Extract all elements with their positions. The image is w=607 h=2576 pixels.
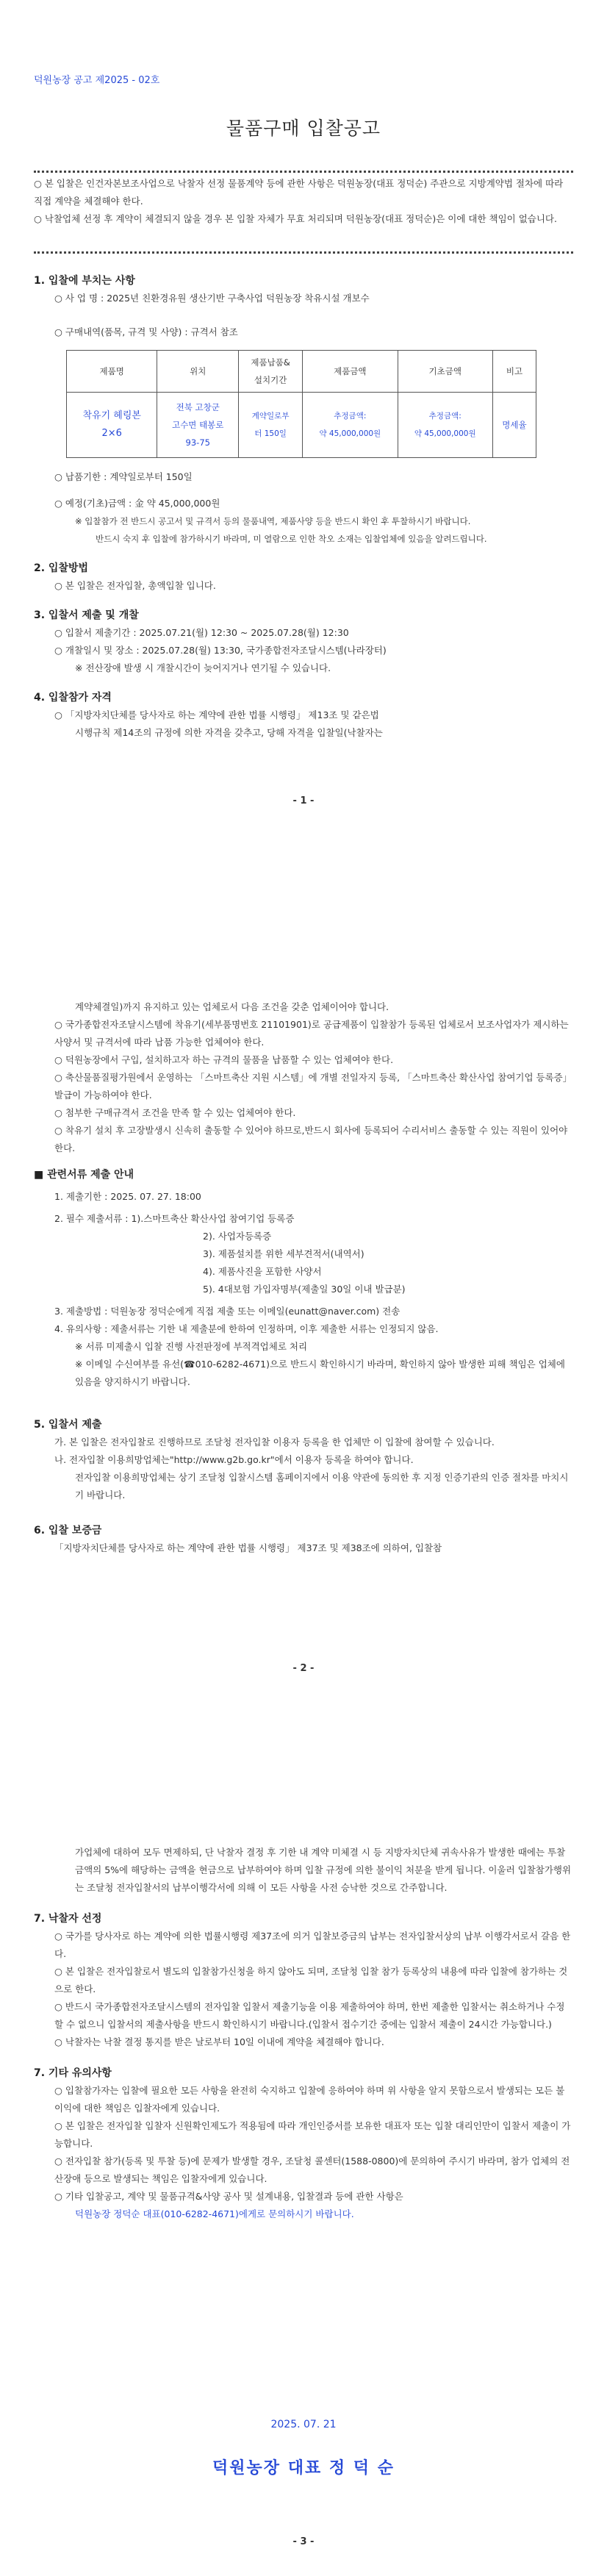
docs-heading: ■ 관련서류 제출 안내 <box>34 1169 134 1181</box>
list-item: ○ 착유기 설치 후 고장발생시 신속히 출동할 수 있어야 하므로,반드시 회사에 등록되어 수리서비스 출동할 수 있는 직원이 있어야 한다. <box>54 1125 568 1153</box>
notice-date: 2025. 07. 21 <box>270 2419 337 2430</box>
table-cell: 명세율 <box>492 393 536 458</box>
list-item: ○ 기타 입찰공고, 계약 및 물품규격&사양 공사 및 설계내용, 입찰결과 등에 관한 사항은 <box>54 2191 403 2202</box>
contact-line: 덕원농장 정덕순 대표(010-6282-4671)에게로 문의하시기 바랍니다. <box>75 2208 354 2219</box>
delivery-deadline: ○ 납품기한 : 계약일로부터 150일 <box>54 471 193 482</box>
note: 반드시 숙지 후 입찰에 참가하시기 바라며, 미 열람으로 인한 착오 소재는 입찰업체에 있음을 알려드립니다. <box>96 534 487 544</box>
section-heading: 7. 기타 유의사항 <box>34 2067 112 2079</box>
section-heading: 7. 낙찰자 선정 <box>34 1913 102 1925</box>
page-3 <box>0 1720 607 2576</box>
list-item: ○ 첨부한 구매규격서 조건을 만족 할 수 있는 업체여야 한다. <box>54 1107 296 1118</box>
page-number: - 3 - <box>292 2536 315 2547</box>
submit-period: ○ 입찰서 제출기간 : 2025.07.21(월) 12:30 ~ 2025.07.28(월) 12:30 <box>54 627 349 638</box>
doc-item: 4. 유의사항 : 제출서류는 기한 내 제출분에 한하여 인정하며, 이후 제출한 서류는 인정되지 않음. <box>54 1323 439 1334</box>
note: ※ 이메일 수신여부를 유선(☎010-6282-4671)으로 반드시 확인하시기 바라며, 확인하지 않아 발생한 피해 책임은 업체에 있음을 양지하시기 바랍니다. <box>75 1359 565 1387</box>
page-2-body <box>34 882 573 1557</box>
bid-submit-a: 가. 본 입찰은 전자입찰로 진행하므로 조달청 전자입찰 이용자 등록을 한 업체만 이 입찰에 참여할 수 있습니다. <box>54 1437 495 1448</box>
table-header-row <box>67 351 536 393</box>
page-1 <box>0 0 607 860</box>
list-item: ○ 전자입찰 참가(등록 및 투찰 등)에 문제가 발생할 경우, 조달청 콜센터(1588-0800)에 문의하여 주시기 바라며, 참가 업체의 전산장애 등으로 발생되는 책임은 입찰자에게 있습니다. <box>54 2155 570 2184</box>
section-heading: 4. 입찰참가 자격 <box>34 692 112 704</box>
table-cell: 추정금액: 약 45,000,000원 <box>398 393 492 458</box>
list-item: ○ 축산물품질평가원에서 운영하는 「스마트축산 지원 시스템」에 개별 전일자지 등록, 「스마트축산 확산사업 참여기업 등록증」 발급이 가능하여야 한다. <box>54 1072 572 1101</box>
intro-block <box>34 175 573 228</box>
table-cell: 추정금액: 약 45,000,000원 <box>303 393 398 458</box>
list-item: ○ 입찰참가자는 입찰에 필요한 모든 사항을 완전히 숙지하고 입찰에 응하여야 하며 위 사항을 알지 못함으로서 발생되는 모든 불이익에 대한 책임은 입찰자에게 있습니다. <box>54 2085 565 2114</box>
table-cell: 전북 고창군 고수면 태봉로 93-75 <box>157 393 239 458</box>
section-heading: 1. 입찰에 부치는 사항 <box>34 275 135 287</box>
list-item: ○ 본 입찰은 전자입찰 입찰자 신원확인제도가 적용됨에 따라 개인인증서를 보유한 대표자 또는 입찰 대리인만이 입찰서 제출이 가능합니다. <box>54 2120 571 2149</box>
divider <box>34 251 573 254</box>
table-header: 제품납품& 설치기간 <box>239 351 303 393</box>
table-header: 제품금액 <box>303 351 398 393</box>
bid-submit-c: 전자입찰 이용희망업체는 상기 조달청 입찰시스템 홈페이지에서 이용 약관에 동의한 후 지정 인증기관의 인증 절차를 마치시기 바랍니다. <box>75 1472 569 1500</box>
estimated-amount: ○ 예정(기초)금액 : 金 약 45,000,000원 <box>54 498 220 509</box>
section-heading: 5. 입찰서 제출 <box>34 1419 102 1431</box>
doc-item: 1. 제출기한 : 2025. 07. 27. 18:00 <box>54 1191 201 1202</box>
list-item: ○ 본 입찰은 전자입찰로서 별도의 입찰참가신청을 하지 않아도 되며, 조달청 입찰 참가 등록상의 내용에 따라 입찰에 참가하는 것으로 한다. <box>54 1966 568 1994</box>
table-header: 기초금액 <box>398 351 492 393</box>
note: ※ 입찰참가 전 반드시 공고서 및 규격서 등의 물품내역, 제품사양 등을 반드시 확인 후 투찰하시기 바랍니다. <box>75 516 471 526</box>
list-item: ○ 국가를 당사자로 하는 계약에 의한 법률시행령 제37조에 의거 입찰보증금의 납부는 전자입찰서상의 납부 이행각서로서 갈음 한다. <box>54 1931 571 1959</box>
qualification-line: ○ 「지방자치단체를 당사자로 하는 계약에 관한 법률 시행령」 제13조 및 같은법 <box>54 709 379 720</box>
section-heading: 6. 입찰 보증금 <box>34 1525 102 1536</box>
note: ※ 서류 미제출시 입찰 진행 사전판정에 부적격업체로 처리 <box>75 1341 308 1352</box>
page-number: - 2 - <box>292 1663 315 1674</box>
doc-item: 2). 사업자등록증 <box>203 1231 272 1242</box>
doc-item: 2. 필수 제출서류 : 1).스마트축산 확산사업 참여기업 등록증 <box>54 1213 295 1224</box>
list-item: ○ 낙찰자는 낙찰 결정 통지를 받은 날로부터 10일 이내에 계약을 체결해야 합니다. <box>54 2036 384 2047</box>
doc-item: 3. 제출방법 : 덕원농장 정덕순에게 직접 제출 또는 이메일(eunatt@naver.com) 전송 <box>54 1306 401 1317</box>
page-title: 물품구매 입찰공고 <box>226 118 381 139</box>
page-2 <box>0 860 607 1720</box>
spec-table <box>66 350 536 458</box>
note: ※ 전산장애 발생 시 개찰시간이 늦어지거나 연기될 수 있습니다. <box>75 662 331 673</box>
section-heading: 2. 입찰방법 <box>34 562 89 574</box>
intro-line-2: ○ 낙찰업체 선정 후 계약이 체결되지 않을 경우 본 입찰 자체가 무효 처리되며 덕원농장(대표 정덕순)은 이에 대한 책임이 없습니다. <box>34 213 557 224</box>
continued-text: 가업체에 대하여 모두 면제하되, 단 낙찰자 결정 후 기한 내 계약 미체결 시 등 지방자치단체 귀속사유가 발생한 때에는 투찰금액의 5%에 해당하는 금액을 현금으로 납부하여야 하며 입찰 규정에 의한 불이익 처분을 받게 됩니다. 이울러 입찰참가행위는 조달청 전자입찰서의 납부이행각서에 의해 이 모든 사항을 사전 승낙한 것으로 간주합니다. <box>75 1847 572 1893</box>
doc-item: 4). 제품사진을 포함한 사양서 <box>203 1266 322 1277</box>
section-heading: 3. 입찰서 제출 및 개찰 <box>34 609 139 621</box>
table-header: 위치 <box>157 351 239 393</box>
table-header: 비고 <box>492 351 536 393</box>
representative-signature: 덕원농장 대표 정 덕 순 <box>212 2459 395 2477</box>
divider <box>34 171 573 173</box>
list-item: ○ 덕원농장에서 구입, 설치하고자 하는 규격의 물품을 납품할 수 있는 업체여야 한다. <box>54 1054 394 1065</box>
list-item: ○ 반드시 국가종합전자조달시스템의 전자입찰 입찰서 제출기능을 이용 제출하여야 하며, 한번 제출한 입찰서는 취소하거나 수정할 수 없으니 입찰서의 제출사항을 반드시 확인하시기 바랍니다.(입찰서 접수기간 중에는 입찰서 제출이 24시간 가능합니다.) <box>54 2001 565 2030</box>
section-1 <box>34 272 573 742</box>
deposit-line: 「지방자치단체를 당사자로 하는 계약에 관한 법률 시행령」 제37조 및 제38조에 의하여, 입찰참 <box>54 1542 442 1553</box>
table-row <box>67 393 536 458</box>
page-number: - 1 - <box>292 795 315 806</box>
spec-ref: ○ 구매내역(품목, 규격 및 사양) : 규격서 참조 <box>54 326 238 337</box>
doc-number: 덕원농장 공고 제2025 - 02호 <box>34 75 160 86</box>
doc-item: 5). 4대보험 가입자명부(제출일 30일 이내 발급분) <box>203 1284 406 1295</box>
qualification-line: 시행규칙 제14조의 규정에 의한 자격을 갖추고, 당해 자격을 입찰일(낙찰자는 <box>75 727 383 738</box>
continued-text: 계약체결일)까지 유지하고 있는 업체로서 다음 조건을 갖춘 업체이어야 합니다. <box>75 1001 389 1012</box>
page-3-body <box>34 1720 573 2223</box>
bid-method: ○ 본 입찰은 전자입찰, 총액입찰 입니다. <box>54 580 216 591</box>
table-cell: 계약일로부 터 150일 <box>239 393 303 458</box>
opening-info: ○ 개찰일시 및 장소 : 2025.07.28(월) 13:30, 국가종합전자조달시스템(나라장터) <box>54 645 387 656</box>
bid-submit-b: 나. 전자입찰 이용희망업체는"http://www.g2b.go.kr"에서 이용자 등록을 하여야 합니다. <box>54 1454 414 1465</box>
table-cell: 착유기 헤링본 2×6 <box>67 393 157 458</box>
intro-line-1: ○ 본 입찰은 인건자본보조사업으로 낙찰자 선정 물품계약 등에 관한 사항은 덕원농장(대표 정덕순) 주관으로 지방계약법 절차에 따라 직접 계약을 체결해야 한다. <box>34 178 564 207</box>
table-header: 제품명 <box>67 351 157 393</box>
item-name: ○ 사 업 명 : 2025년 친환경유원 생산기반 구축사업 덕원농장 착유시설 개보수 <box>54 293 370 304</box>
doc-item: 3). 제품설치를 위한 세부견적서(내역서) <box>203 1248 364 1259</box>
list-item: ○ 국가종합전자조달시스템에 착유기(세부품명번호 21101901)로 공급제품이 입찰참가 등록된 업체로서 보조사업자가 제시하는 사양서 및 규격서에 따라 납품 가능한 업체여야 한다. <box>54 1019 569 1048</box>
